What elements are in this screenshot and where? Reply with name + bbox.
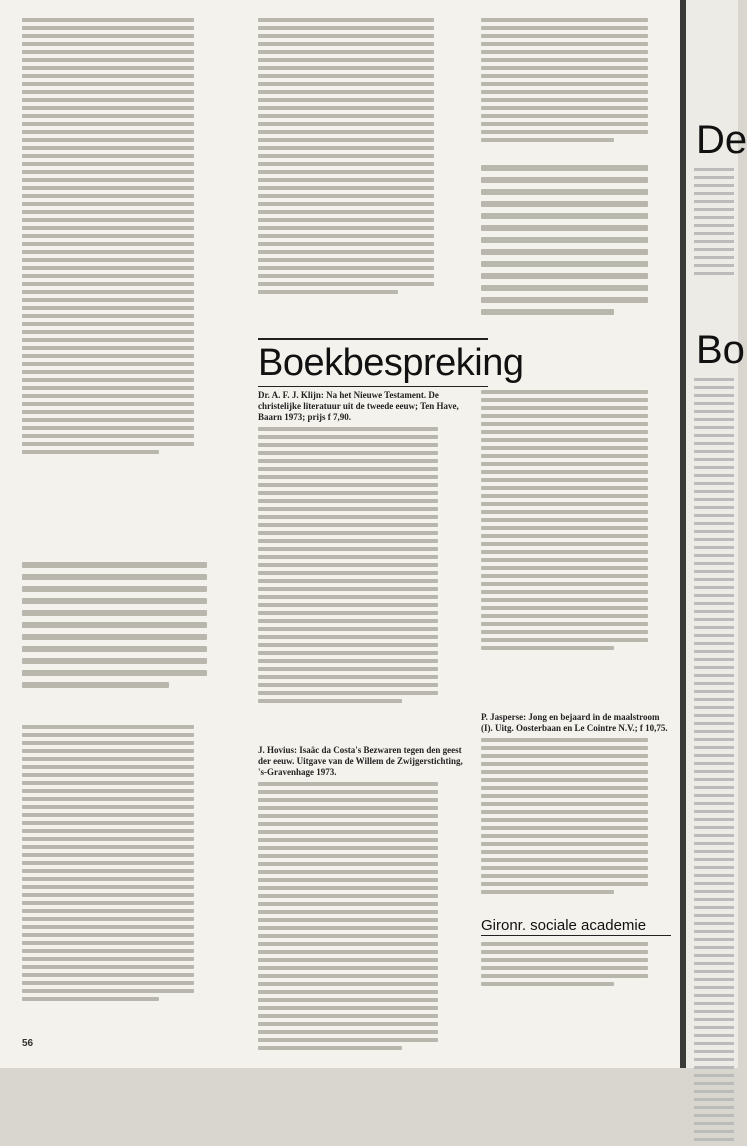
page-number: 56 xyxy=(22,1038,34,1049)
section-heading: Boekbespreking xyxy=(258,342,524,384)
box-rule xyxy=(481,935,671,936)
box-title: Gironr. sociale academie xyxy=(481,917,647,934)
facing-headline-1: De xyxy=(696,118,747,162)
facing-text-1 xyxy=(694,168,734,280)
column-left xyxy=(22,18,217,458)
review-3-heading: P. Jasperse: Jong en bejaard in de maalstroom (I). Uitg. Oosterbaan en Le Cointre N.V.; f 10,75. xyxy=(481,712,668,733)
review-1 xyxy=(258,390,463,707)
column-right-middle xyxy=(481,390,671,654)
review-3 xyxy=(481,712,671,898)
box-body xyxy=(481,942,671,990)
facing-text-2 xyxy=(694,378,734,1146)
review-2 xyxy=(258,745,463,1054)
column-middle-top xyxy=(258,18,458,298)
column-right-top xyxy=(481,18,671,146)
review-1-heading: Dr. A. F. J. Klijn: Na het Nieuwe Testament. De christelijke literatuur uit de tweede eeuw; Ten Have, Baarn 1973; prijs f 7,90. xyxy=(258,390,459,422)
section-heading-box xyxy=(258,338,524,387)
column-left-large-text xyxy=(22,562,232,694)
facing-page-edge xyxy=(686,0,747,1068)
column-right-large-text xyxy=(481,165,671,321)
review-2-heading: J. Hovius: Isaäc da Costa's Bezwaren tegen den geest der eeuw. Uitgave van de Willem de Zwijgerstichting, 's-Gravenhage 1973. xyxy=(258,745,463,777)
facing-headline-2: Bo xyxy=(696,328,745,372)
column-left-lower xyxy=(22,725,217,1005)
